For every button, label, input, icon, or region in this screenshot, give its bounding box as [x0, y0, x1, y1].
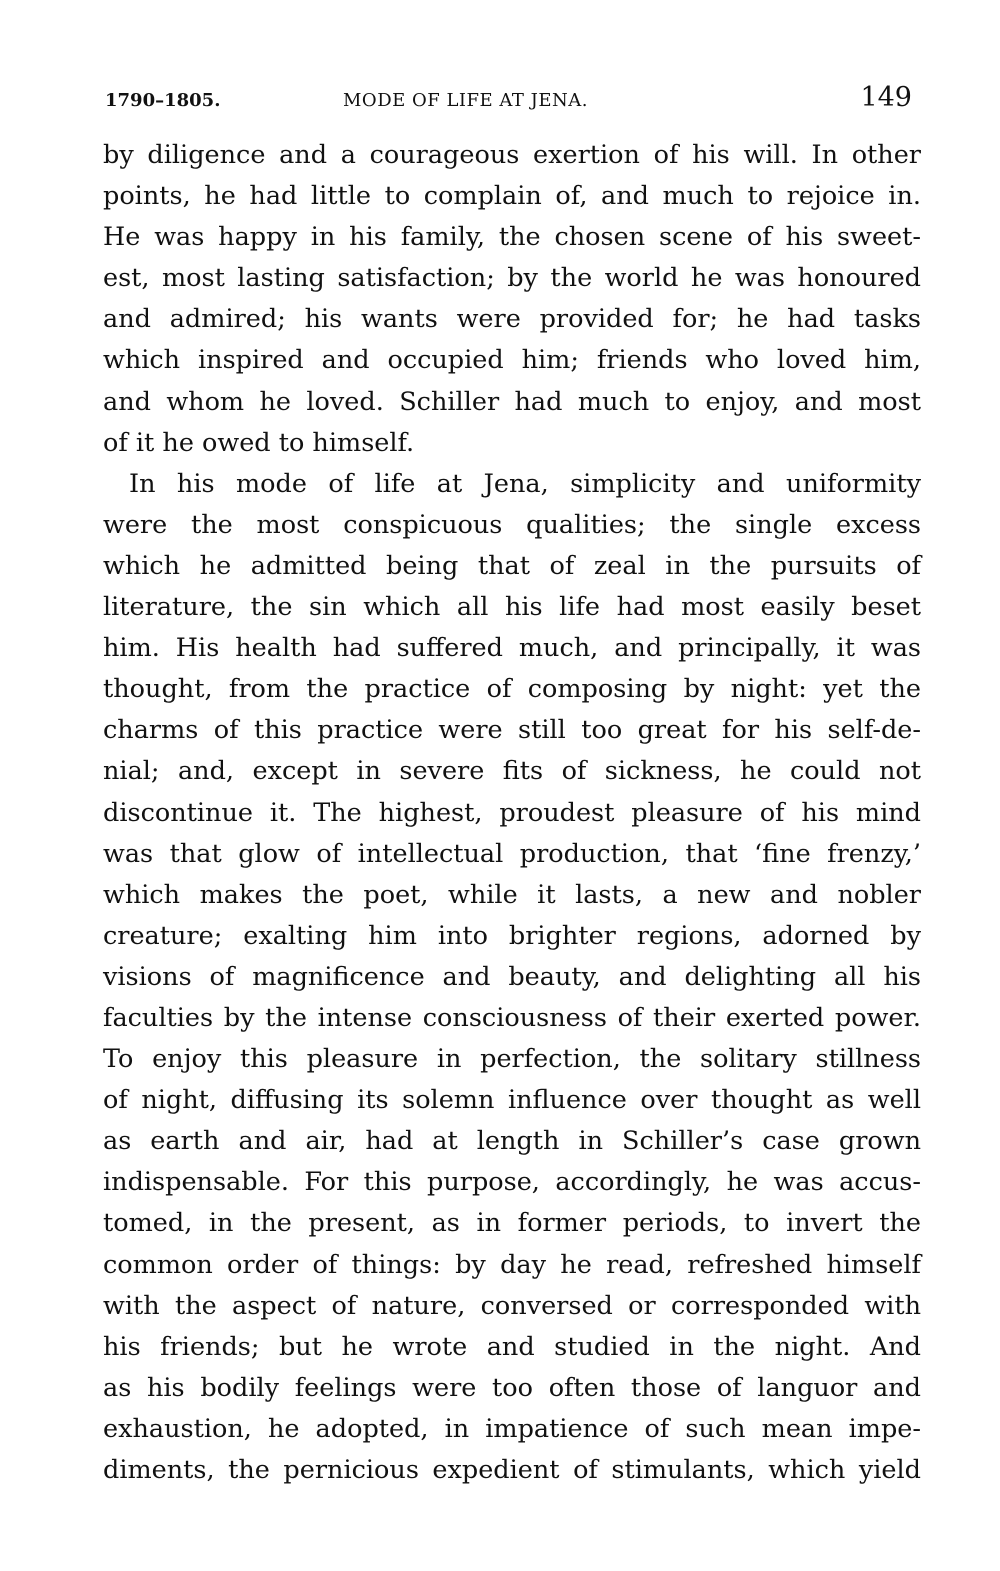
- paragraph: [103, 135, 921, 464]
- text-line: were the most conspicuous qualities; the single excess: [103, 509, 921, 540]
- text-line: faculties by the intense consciousness of their exerted power.: [103, 1002, 921, 1033]
- text-line: common order of things: by day he read, refreshed himself: [103, 1249, 921, 1280]
- text-line: discontinue it. The highest, proudest pleasure of his mind: [103, 797, 921, 828]
- text-line: creature; exalting him into brighter regions, adorned by: [103, 920, 921, 951]
- text-line: of night, diffusing its solemn influence over thought as well: [103, 1085, 921, 1116]
- text-line: and whom he loved. Schiller had much to enjoy, and most: [103, 386, 921, 417]
- text-line: charms of this practice were still too great for his self-de-: [103, 715, 921, 746]
- text-line: which he admitted being that of zeal in the pursuits of: [103, 550, 921, 581]
- text-line: and admired; his wants were provided for; he had tasks: [103, 304, 921, 335]
- text-line: which inspired and occupied him; friends who loved him,: [103, 345, 921, 376]
- text-line: by diligence and a courageous exertion of his will. In other: [103, 140, 921, 170]
- text-line: exhaustion, he adopted, in impatience of such mean impe-: [103, 1413, 921, 1444]
- text-line: as his bodily feelings were too often those of languor and: [103, 1372, 921, 1403]
- text-line: visions of magnificence and beauty, and delighting all his: [103, 961, 921, 992]
- text-line: of it he owed to himself.: [103, 427, 415, 458]
- text-line: He was happy in his family, the chosen scene of his sweet-: [103, 222, 921, 253]
- text-line: with the aspect of nature, conversed or corresponded with: [103, 1290, 921, 1321]
- running-header: [105, 82, 920, 116]
- text-line: literature, the sin which all his life had most easily beset: [103, 592, 921, 623]
- text-line: diments, the pernicious expedient of stimulants, which yield: [103, 1455, 921, 1485]
- paragraph: [103, 464, 921, 1491]
- text-line: est, most lasting satisfaction; by the world he was honoured: [103, 263, 921, 294]
- text-line: nial; and, except in severe fits of sickness, he could not: [103, 756, 921, 787]
- text-line: indispensable. For this purpose, accordingly, he was accus-: [103, 1167, 921, 1198]
- header-dates: 1790–1805.: [105, 90, 221, 111]
- text-line: thought, from the practice of composing by night: yet the: [103, 674, 921, 705]
- text-line: tomed, in the present, as in former periods, to invert the: [103, 1208, 921, 1239]
- text-line: as earth and air, had at length in Schiller’s case grown: [103, 1126, 921, 1157]
- text-line: was that glow of intellectual production, that ‘fine frenzy,’: [103, 838, 921, 869]
- page-number: 149: [860, 82, 912, 113]
- header-title: MODE OF LIFE AT JENA.: [343, 90, 588, 111]
- body-text: [103, 135, 921, 1491]
- text-line: him. His health had suffered much, and principally, it was: [103, 633, 921, 664]
- text-line: In his mode of life at Jena, simplicity and uniformity: [129, 468, 921, 499]
- text-line: To enjoy this pleasure in perfection, the solitary stillness: [103, 1044, 921, 1075]
- text-line: his friends; but he wrote and studied in the night. And: [103, 1331, 921, 1362]
- text-line: points, he had little to complain of, and much to rejoice in.: [103, 181, 921, 212]
- text-line: which makes the poet, while it lasts, a new and nobler: [103, 879, 921, 910]
